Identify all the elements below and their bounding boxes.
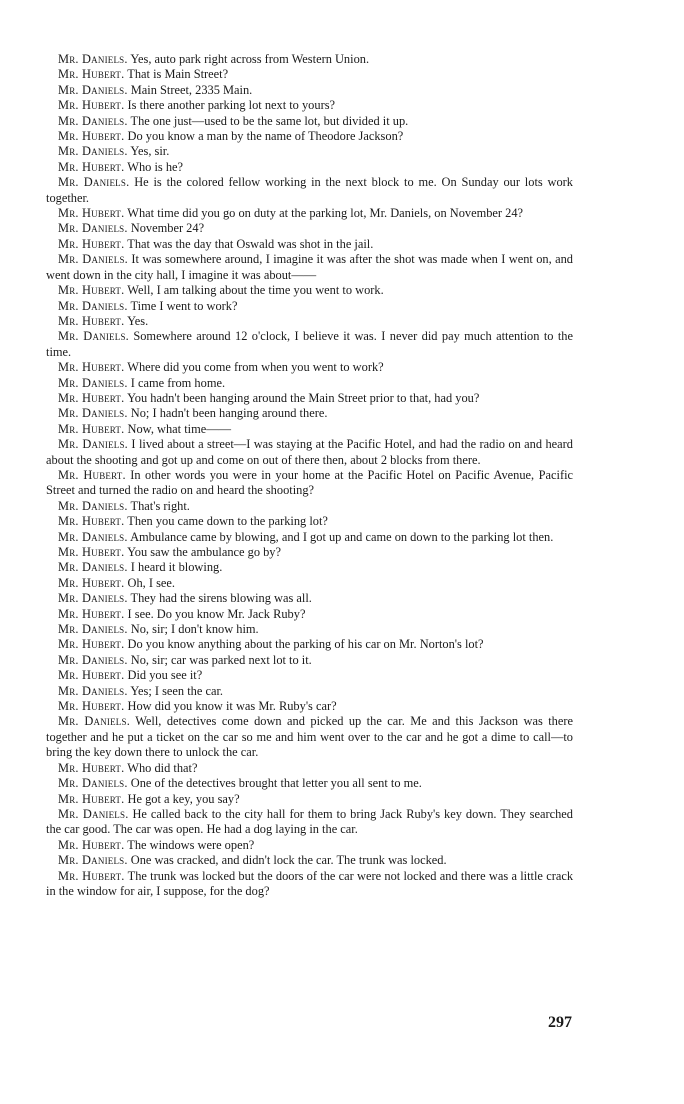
speaker-name: Mr. Hubert.: [58, 206, 125, 221]
utterance-text: One was cracked, and didn't lock the car. The trunk was locked.: [130, 853, 447, 868]
speaker-name: Mr. Hubert.: [58, 868, 125, 883]
speaker-name: Mr. Hubert.: [58, 606, 125, 621]
utterance-text: He is the colored fellow working in the next block to me. On Sunday our lots work together.: [46, 175, 573, 205]
testimony-paragraph: [46, 237, 573, 252]
testimony-paragraph: [46, 252, 573, 283]
utterance-text: Time I went to work?: [130, 298, 238, 313]
speaker-name: Mr. Hubert.: [58, 467, 126, 482]
utterance-text: Somewhere around 12 o'clock, I believe it was. I never did pay much attention to the time.: [46, 329, 573, 359]
utterance-text: No, sir; car was parked next lot to it.: [130, 652, 312, 667]
utterance-text: That was the day that Oswald was shot in the jail.: [127, 236, 374, 251]
speaker-name: Mr. Daniels.: [58, 252, 128, 267]
testimony-paragraph: [46, 699, 573, 714]
testimony-paragraph: [46, 144, 573, 159]
utterance-text: In other words you were in your home at the Pacific Hotel on Pacific Avenue, Pacific Street and turned the radio on and heard the shooting?: [46, 467, 574, 498]
speaker-name: Mr. Hubert.: [58, 159, 125, 174]
speaker-name: Mr. Hubert.: [58, 421, 125, 436]
page-number: 297: [548, 1014, 572, 1031]
speaker-name: Mr. Daniels.: [58, 375, 128, 390]
utterance-text: November 24?: [130, 221, 205, 236]
speaker-name: Mr. Hubert.: [58, 760, 125, 775]
testimony-paragraph: [46, 221, 573, 236]
utterance-text: I heard it blowing.: [130, 560, 223, 575]
testimony-paragraph: [46, 52, 573, 67]
speaker-name: Mr. Hubert.: [58, 575, 125, 590]
utterance-text: How did you know it was Mr. Ruby's car?: [127, 699, 337, 714]
testimony-paragraph: [46, 468, 573, 499]
speaker-name: Mr. Hubert.: [58, 283, 125, 298]
testimony-paragraph: [46, 83, 573, 98]
speaker-name: Mr. Daniels.: [58, 806, 129, 821]
speaker-name: Mr. Hubert.: [58, 791, 125, 806]
testimony-paragraph: [46, 299, 573, 314]
utterance-text: One of the detectives brought that letter you all sent to me.: [130, 776, 422, 791]
speaker-name: Mr. Hubert.: [58, 236, 125, 251]
testimony-paragraph: [46, 360, 573, 375]
testimony-transcript: [46, 52, 573, 899]
utterance-text: You saw the ambulance go by?: [127, 545, 282, 559]
testimony-paragraph: [46, 838, 573, 853]
utterance-text: Yes; I seen the car.: [130, 683, 223, 698]
speaker-name: Mr. Daniels.: [58, 175, 130, 190]
testimony-paragraph: [46, 714, 573, 760]
testimony-paragraph: [46, 406, 573, 421]
utterance-text: Well, detectives come down and picked up the car. Me and this Jackson was there together and he put a ticket on the car so me and him went over to the car and he got a dime to call—to bring the key down there to unlock the car.: [46, 714, 573, 760]
testimony-paragraph: [46, 761, 573, 776]
testimony-paragraph: [46, 776, 573, 791]
utterance-text: Now, what time——: [127, 421, 231, 436]
speaker-name: Mr. Daniels.: [58, 714, 130, 729]
utterance-text: It was somewhere around, I imagine it was after the shot was made when I went on, and went down in the city hall, I imagine it was about——: [46, 252, 573, 282]
utterance-text: That's right.: [130, 498, 190, 513]
utterance-text: What time did you go on duty at the parking lot, Mr. Daniels, on November 24?: [127, 206, 524, 221]
utterance-text: I lived about a street—I was staying at the Pacific Hotel, and had the radio on and heard about the shooting and got up and come on out of there then, about 2 blocks from there.: [46, 437, 573, 467]
speaker-name: Mr. Hubert.: [58, 668, 125, 683]
testimony-paragraph: [46, 653, 573, 668]
testimony-paragraph: [46, 283, 573, 298]
speaker-name: Mr. Hubert.: [58, 699, 125, 714]
testimony-paragraph: [46, 545, 573, 560]
utterance-text: Yes.: [127, 313, 149, 328]
utterance-text: Who did that?: [127, 760, 198, 775]
speaker-name: Mr. Daniels.: [58, 683, 128, 698]
utterance-text: No, sir; I don't know him.: [130, 622, 259, 637]
testimony-paragraph: [46, 622, 573, 637]
utterance-text: You hadn't been hanging around the Main Street prior to that, had you?: [127, 390, 480, 405]
utterance-text: Yes, sir.: [130, 144, 170, 159]
testimony-paragraph: [46, 437, 573, 468]
testimony-paragraph: [46, 160, 573, 175]
utterance-text: The windows were open?: [127, 837, 255, 852]
speaker-name: Mr. Daniels.: [58, 560, 128, 575]
utterance-text: No; I hadn't been hanging around there.: [130, 406, 328, 421]
speaker-name: Mr. Daniels.: [58, 406, 128, 421]
speaker-name: Mr. Hubert.: [58, 67, 125, 82]
speaker-name: Mr. Daniels.: [58, 144, 128, 159]
testimony-paragraph: [46, 175, 573, 206]
speaker-name: Mr. Hubert.: [58, 360, 125, 375]
speaker-name: Mr. Hubert.: [58, 98, 125, 113]
testimony-paragraph: [46, 422, 573, 437]
speaker-name: Mr. Daniels.: [58, 52, 128, 66]
speaker-name: Mr. Daniels.: [58, 853, 128, 868]
utterance-text: He called back to the city hall for them to bring Jack Ruby's key down. They searched the car good. The car was open. He had a dog laying in the car.: [46, 806, 573, 837]
utterance-text: The one just—used to be the same lot, but divided it up.: [130, 113, 409, 128]
testimony-paragraph: [46, 499, 573, 514]
testimony-paragraph: [46, 637, 573, 652]
testimony-paragraph: [46, 129, 573, 144]
testimony-paragraph: [46, 391, 573, 406]
testimony-paragraph: [46, 607, 573, 622]
testimony-paragraph: [46, 98, 573, 113]
utterance-text: Main Street, 2335 Main.: [130, 82, 253, 97]
testimony-paragraph: [46, 376, 573, 391]
testimony-paragraph: [46, 591, 573, 606]
speaker-name: Mr. Daniels.: [58, 498, 128, 513]
speaker-name: Mr. Daniels.: [58, 221, 128, 236]
testimony-paragraph: [46, 869, 573, 900]
utterance-text: Did you see it?: [127, 668, 203, 683]
speaker-name: Mr. Daniels.: [58, 82, 128, 97]
speaker-name: Mr. Hubert.: [58, 637, 125, 652]
speaker-name: Mr. Daniels.: [58, 591, 128, 606]
testimony-paragraph: [46, 530, 573, 545]
testimony-paragraph: [46, 807, 573, 838]
speaker-name: Mr. Daniels.: [58, 298, 128, 313]
utterance-text: The trunk was locked but the doors of the car were not locked and there was a little crack in the window for air, I suppose, for the dog?: [46, 868, 574, 898]
speaker-name: Mr. Daniels.: [58, 529, 128, 544]
testimony-paragraph: [46, 329, 573, 360]
speaker-name: Mr. Daniels.: [58, 776, 128, 791]
utterance-text: I came from home.: [130, 375, 226, 390]
utterance-text: He got a key, you say?: [127, 791, 240, 806]
utterance-text: Do you know anything about the parking of his car on Mr. Norton's lot?: [127, 637, 484, 652]
speaker-name: Mr. Hubert.: [58, 514, 125, 529]
utterance-text: Yes, auto park right across from Western Union.: [130, 52, 370, 66]
testimony-paragraph: [46, 684, 573, 699]
testimony-paragraph: [46, 576, 573, 591]
testimony-paragraph: [46, 792, 573, 807]
testimony-paragraph: [46, 206, 573, 221]
utterance-text: Ambulance came by blowing, and I got up and came on down to the parking lot then.: [130, 529, 554, 544]
testimony-paragraph: [46, 560, 573, 575]
testimony-paragraph: [46, 853, 573, 868]
utterance-text: Do you know a man by the name of Theodore Jackson?: [127, 129, 404, 144]
testimony-paragraph: [46, 314, 573, 329]
utterance-text: That is Main Street?: [127, 67, 229, 82]
speaker-name: Mr. Daniels.: [58, 622, 128, 637]
utterance-text: Well, I am talking about the time you went to work.: [127, 283, 384, 298]
utterance-text: Oh, I see.: [127, 575, 176, 590]
utterance-text: Is there another parking lot next to yours?: [127, 98, 336, 113]
utterance-text: Then you came down to the parking lot?: [127, 514, 328, 529]
utterance-text: I see. Do you know Mr. Jack Ruby?: [127, 606, 306, 621]
transcript-page: [46, 52, 573, 899]
testimony-paragraph: [46, 67, 573, 82]
speaker-name: Mr. Hubert.: [58, 545, 125, 559]
testimony-paragraph: [46, 668, 573, 683]
utterance-text: They had the sirens blowing was all.: [130, 591, 312, 606]
speaker-name: Mr. Daniels.: [58, 652, 128, 667]
speaker-name: Mr. Hubert.: [58, 390, 125, 405]
speaker-name: Mr. Hubert.: [58, 313, 125, 328]
speaker-name: Mr. Daniels.: [58, 437, 128, 452]
speaker-name: Mr. Hubert.: [58, 129, 125, 144]
testimony-paragraph: [46, 514, 573, 529]
speaker-name: Mr. Daniels.: [58, 113, 128, 128]
utterance-text: Where did you come from when you went to work?: [127, 360, 384, 375]
speaker-name: Mr. Daniels.: [58, 329, 129, 344]
speaker-name: Mr. Hubert.: [58, 837, 125, 852]
utterance-text: Who is he?: [127, 159, 184, 174]
testimony-paragraph: [46, 114, 573, 129]
